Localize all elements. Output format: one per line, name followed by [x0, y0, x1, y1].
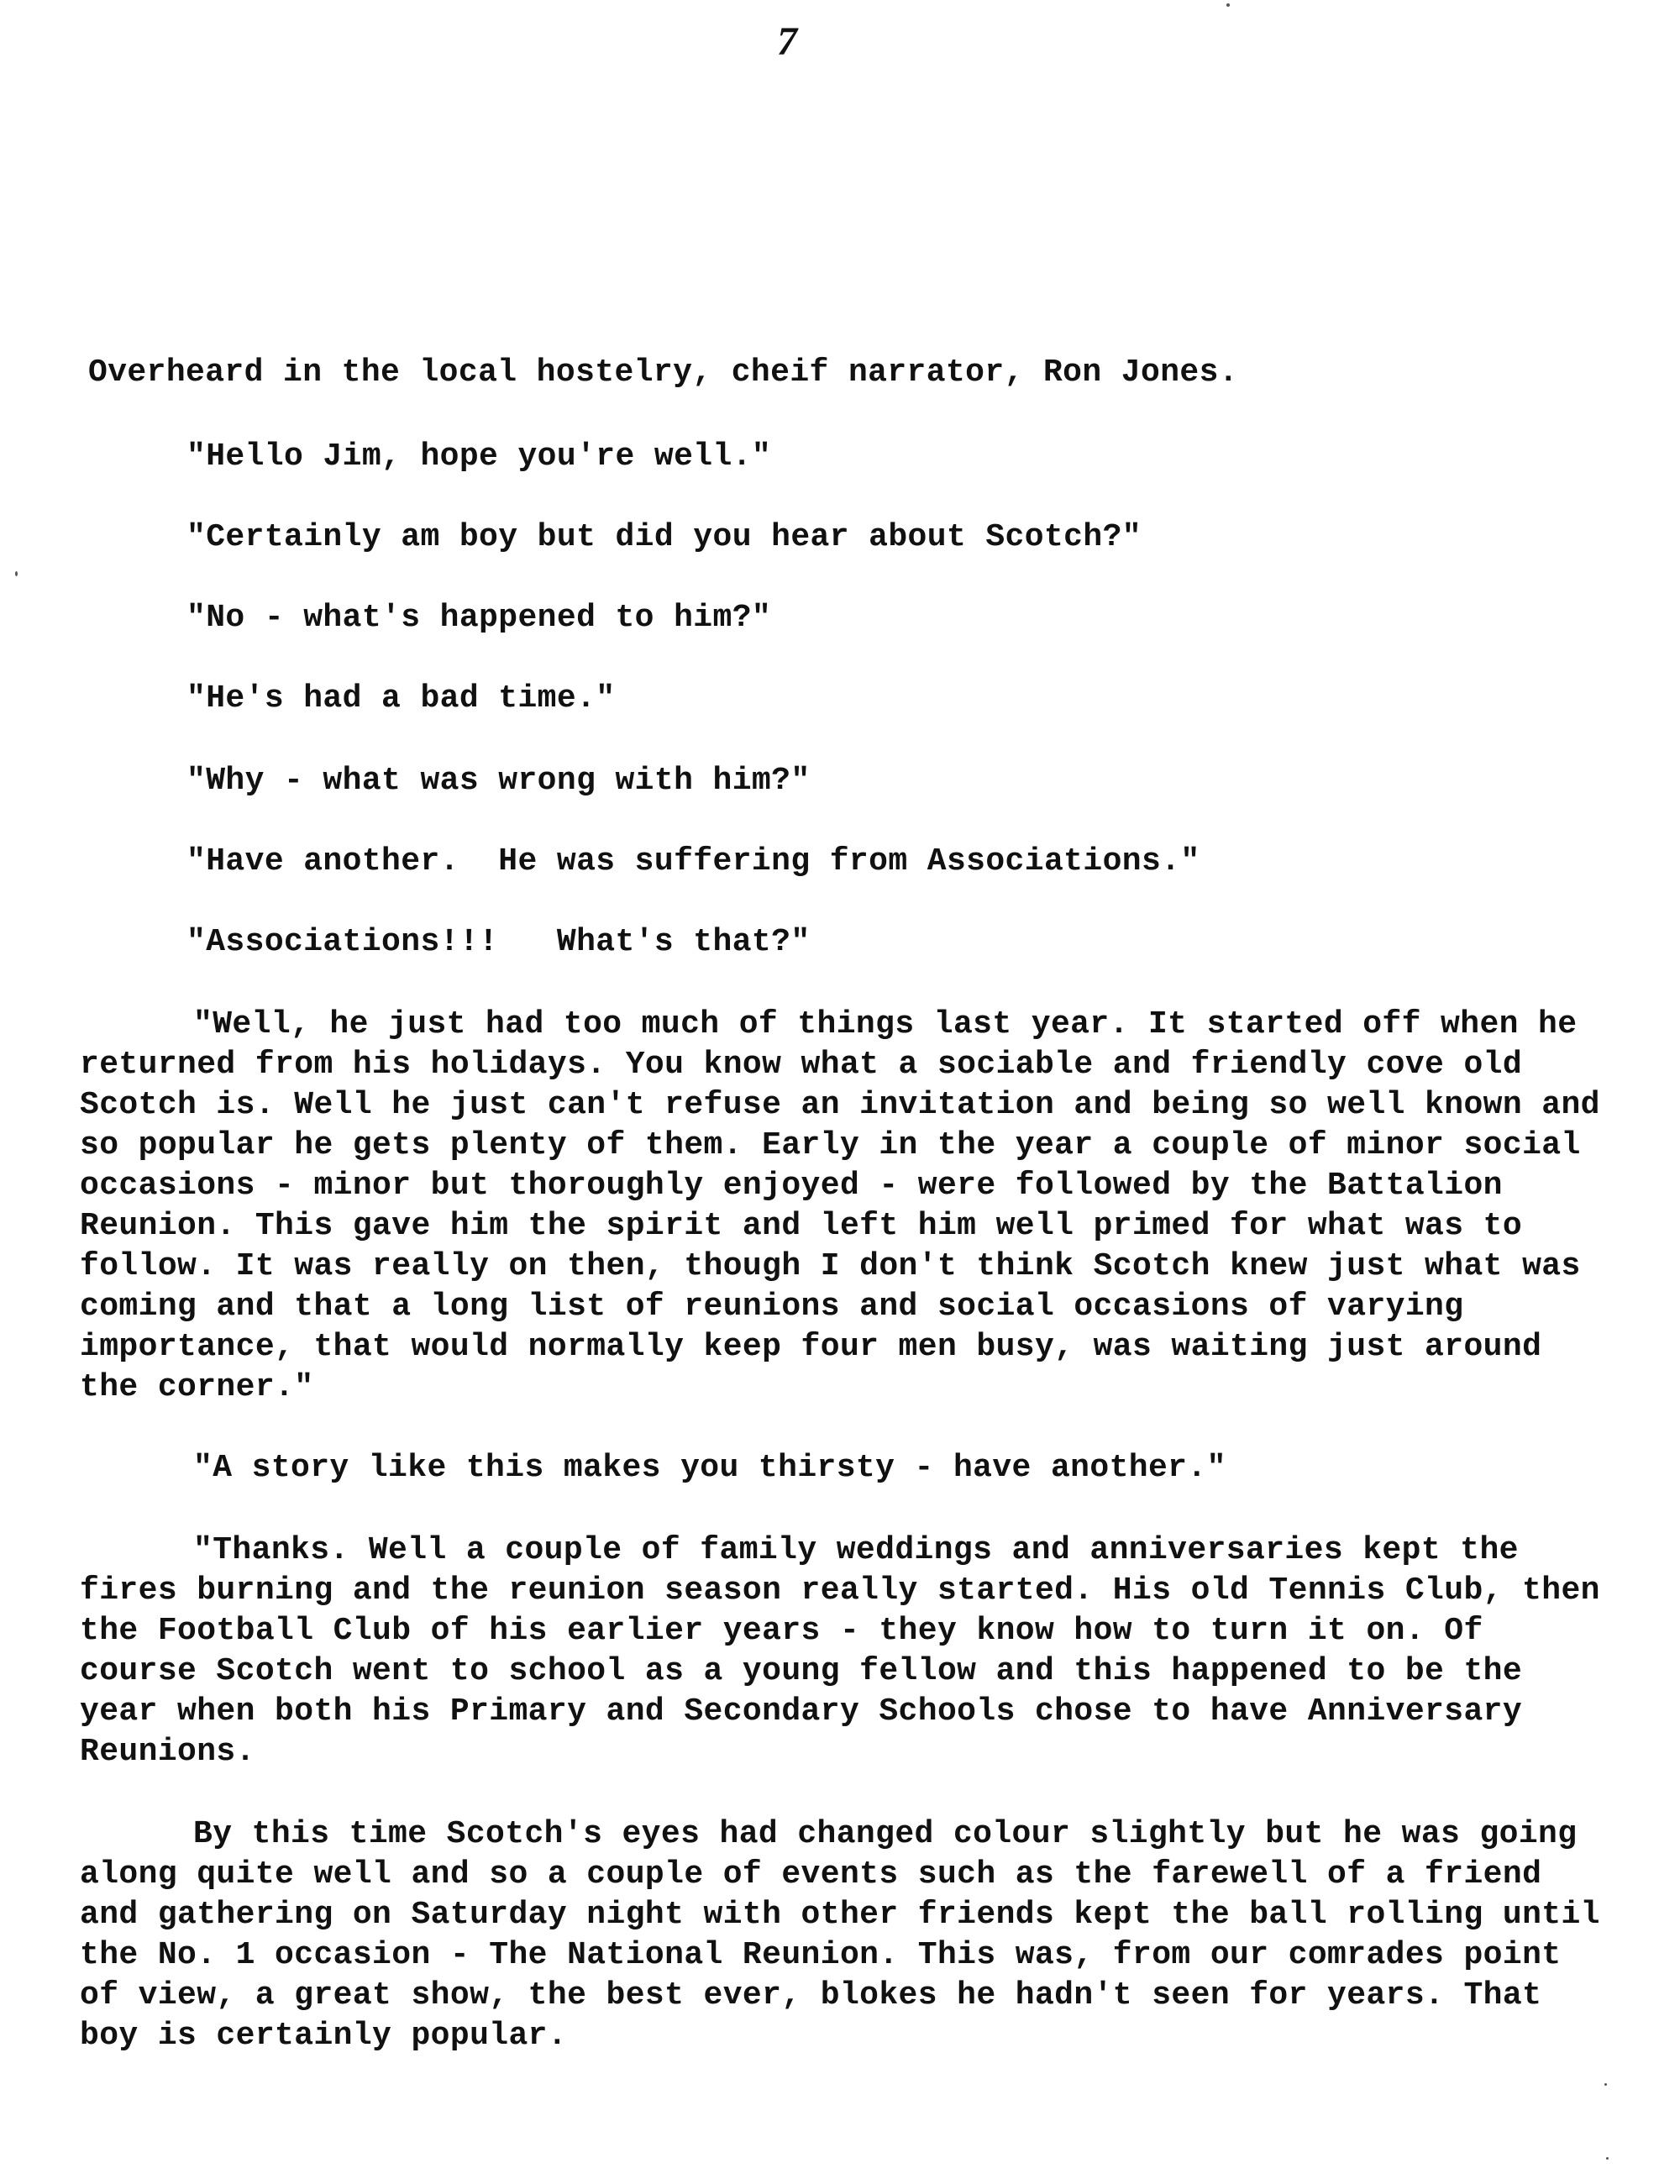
paragraph-thirsty: "A story like this makes you thirsty - have another." — [193, 1450, 1226, 1486]
page-number: 7 — [777, 19, 797, 64]
scan-speck — [1606, 2157, 1609, 2160]
paragraph-national-reunion: By this time Scotch's eyes had changed colour slightly but he was going along quite well and so a couple of events such as the farewell of a friend and gathering on Saturday night with other friends kept the ball rolling until the No. 1 occasion - The National Reunion. This was, from our comrades point of view, a great show, the best ever, blokes he hadn't seen for years. That boy is certainly popular. — [80, 1816, 1600, 2054]
dialogue-line-5: "Why - what was wrong with him?" — [186, 763, 811, 799]
dialogue-line-3: "No - what's happened to him?" — [186, 600, 772, 636]
dialogue-line-7: "Associations!!! What's that?" — [186, 924, 811, 960]
dialogue-line-2: "Certainly am boy but did you hear about Scotch?" — [186, 519, 1142, 555]
paragraph-reunions: "Thanks. Well a couple of family weddings and anniversaries kept the fires burning and the reunion season really started. His old Tennis Club, then the Football Club of his earlier years - they know how to turn it on. Of course Scotch went to school as a young fellow and this happened to be the year when both his Primary and Secondary Schools chose to have Anniversary Reunions. — [80, 1532, 1600, 1770]
scan-speck — [1604, 2083, 1607, 2086]
heading-line: Overheard in the local hostelry, cheif narrator, Ron Jones. — [88, 354, 1239, 391]
dialogue-line-1: "Hello Jim, hope you're well." — [186, 438, 772, 475]
dialogue-line-4: "He's had a bad time." — [186, 680, 616, 717]
dialogue-line-6: "Have another. He was suffering from Associations." — [186, 843, 1200, 879]
scan-speck — [15, 571, 18, 576]
paragraph-scotch-story: "Well, he just had too much of things last year. It started off when he returned from his holidays. You know what a sociable and friendly cove old Scotch is. Well he just can't refuse an invitation and being so well known and so popular he gets plenty of them. Early in the year a couple of minor social occasions - minor but thoroughly enjoyed - were followed by the Battalion Reunion. This gave him the spirit and left him well primed for what was to follow. It was really on then, though I don't think Scotch knew just what was coming and that a long list of reunions and social occasions of varying importance, that would normally keep four men busy, was waiting just around the corner." — [80, 1006, 1600, 1405]
scan-speck — [1226, 3, 1230, 7]
